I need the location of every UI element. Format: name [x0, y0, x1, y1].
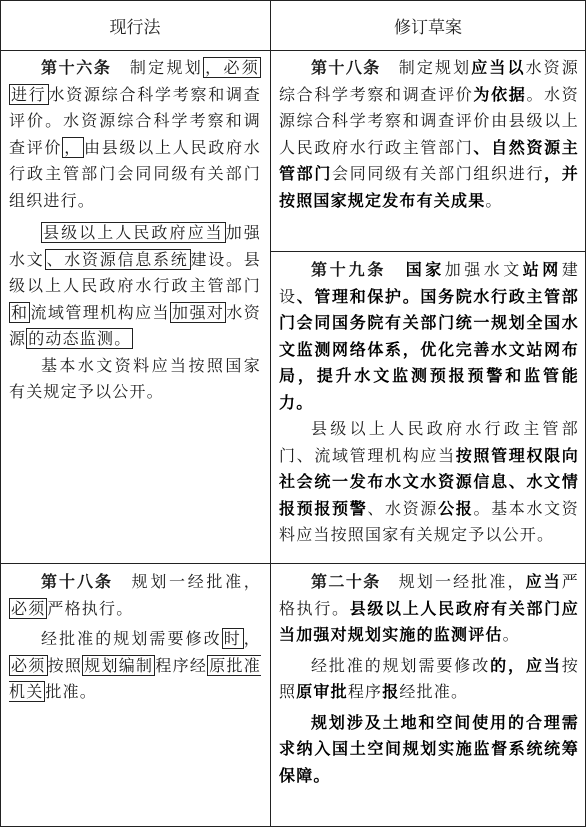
draft-article-20-para-2: 经批准的规划需要修改的，应当按照原审批程序报经批准。: [279, 655, 579, 701]
draft-article-18: [279, 55, 579, 214]
row-divider: [0, 563, 585, 564]
added-text: 为依据: [473, 84, 527, 104]
column-header-current-law: 现行法: [109, 17, 161, 38]
deleted-text-box: 县级以上人民政府应当: [43, 223, 224, 242]
deleted-text-box: ，必须: [205, 58, 259, 77]
deleted-text-box: 规划编制: [84, 655, 154, 675]
deleted-text-box: 和: [11, 302, 29, 322]
draft-article-19: [279, 257, 579, 549]
added-text: 公报: [438, 498, 474, 518]
article-number: 第十八条: [311, 58, 381, 77]
draft-article-20-para-3: [279, 710, 579, 790]
added-text: 的，应当: [490, 655, 562, 675]
deleted-text-box: 必须: [11, 598, 46, 618]
column-divider: [270, 0, 271, 827]
added-text: 、管理和保护。国务院水行政主管部门会同国务院有关部门统一规划全国水文监测网络体系，优化完善水文站网布局，提升水文监测预报预警和监管能力。: [279, 286, 580, 412]
added-text: ，并按照国家规定发布有关成果: [279, 164, 579, 210]
added-text: 报: [382, 682, 400, 701]
deleted-text-box: 的动态监测。: [28, 329, 132, 348]
draft-article-20-para-1: 第二十条 规划一经批准，应当严格执行。县级以上人民政府有关部门应当加强对规划实施的监测评估。: [279, 572, 579, 644]
draft-article-20: [279, 569, 579, 789]
current-law-article-16: [9, 55, 261, 406]
article-18-para-1: 第十八条 规划一经批准，必须 严格执行。: [11, 572, 261, 618]
article-18-para-2: 经批准的规划需要修改 时 ，必须 按照 规划编制 程序经 原批准机关 批准。: [9, 629, 261, 701]
header-divider: [0, 50, 585, 51]
deleted-text-box: 进行: [11, 84, 47, 104]
deleted-text-box: 加强对: [172, 302, 225, 322]
draft-article-19-para-1: 第十九条 国家加强水文站网建设、管理和保护。国务院水行政主管部门会同国务院有关部门统一规划全国水文监测网络体系，优化完善水文站网布局，提升水文监测预报预警和监管能力。: [279, 260, 580, 412]
article-number: 第十九条: [311, 260, 387, 279]
deleted-text-box: ，: [64, 137, 83, 157]
draft-article-18-para-1: 第十八条 制定规划应当以水资源综合科学考察和调查评价为依据。水资源综合科学考察和调查评价由县级以上人民政府水行政主管部门、自然资源主管部门会同同级有关部门组织进行，并按照国家规定发布有关成果。: [279, 58, 580, 210]
column-header-draft: 修订草案: [394, 17, 462, 38]
added-text: 按照管理权限向社会统一发布水文水资源信息、水文情报预报预警: [279, 445, 579, 518]
article-16-para-3: 基本水文资料应当按照国家有关规定予以公开。: [9, 355, 261, 401]
article-number: 第二十条: [311, 572, 381, 591]
added-text: 原审批: [296, 682, 348, 701]
added-text: 应当: [525, 572, 562, 591]
right-cell-divider: [271, 251, 585, 252]
current-law-article-18: [9, 569, 261, 706]
added-text: 、自然资源主管部门: [279, 137, 579, 183]
article-16-para-1: 第十六条 制定规划 ，必须进行 水资源综合科学考察和调查评价。水资源综合科学考察和调查评价 ， 由县级以上人民政府水行政主管部门会同同级有关部门组织进行。: [9, 58, 261, 210]
article-number: 第十八条: [41, 572, 113, 591]
deleted-text-box: 时: [223, 629, 242, 648]
deleted-text-box: 原批准机关: [9, 655, 261, 701]
draft-article-19-para-2: 县级以上人民政府水行政主管部门、流域管理机构应当按照管理权限向社会统一发布水文水资源信息、水文情报预报预警、水资源公报。基本水文资料应当按照国家有关规定予以公开。: [279, 419, 580, 544]
added-text: 站网: [522, 260, 562, 279]
article-number: 第十六条: [41, 58, 112, 77]
article-16-para-2: 县级以上人民政府应当 加强水文 、水资源信息系统 建设。县级以上人民政府水行政主管部门和 流域管理机构应当 加强对 水资源 的动态监测。: [9, 223, 262, 348]
added-text: 应当以: [471, 58, 526, 77]
added-text: 国家: [405, 260, 445, 279]
added-text: 规划涉及土地和空间使用的合理需求纳入国土空间规划实施监督系统统筹保障。: [279, 712, 579, 785]
deleted-text-box: 必须: [11, 655, 46, 675]
added-text: 县级以上人民政府有关部门应当加强对规划实施的监测评估: [279, 598, 579, 644]
table-border-left: [0, 0, 1, 827]
deleted-text-box: 、水资源信息系统: [46, 249, 189, 269]
